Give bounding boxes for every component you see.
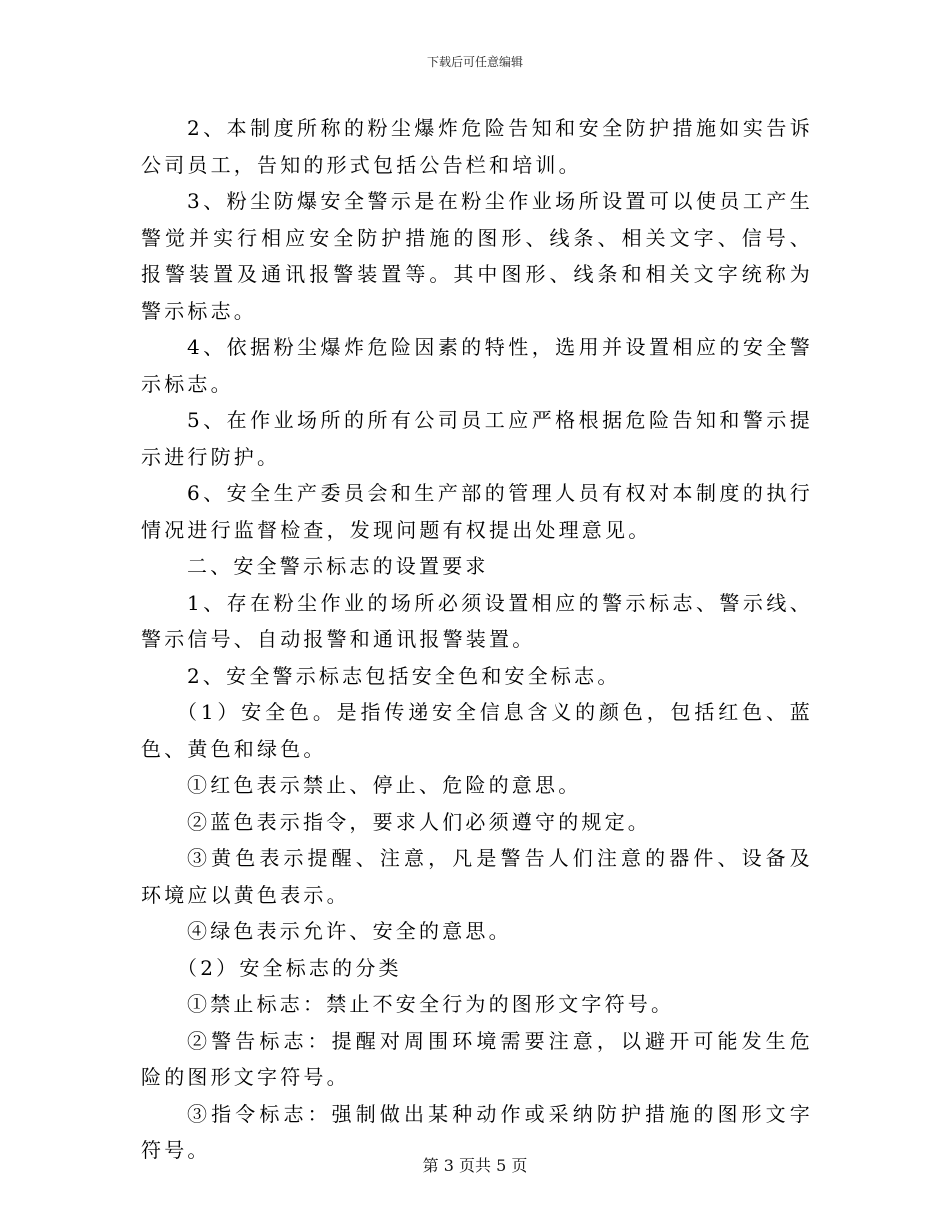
list-item-yellow: ③黄色表示提醒、注意，凡是警告人们注意的器件、设备及环境应以黄色表示。 [141,846,813,907]
paragraph-6: 1、存在粉尘作业的场所必须设置相应的警示标志、警示线、警示信号、自动报警和通讯报警装置。 [141,590,813,651]
paragraph-4: 5、在作业场所的所有公司员工应严格根据危险告知和警示提示进行防护。 [141,408,813,469]
list-item-prohibition: ①禁止标志：禁止不安全行为的图形文字符号。 [187,992,675,1016]
paragraph-2: 3、粉尘防爆安全警示是在粉尘作业场所设置可以使员工产生警觉并实行相应安全防护措施的图形、线条、相关文字、信号、报警装置及通讯报警装置等。其中图形、线条和相关文字统称为警示标志。 [141,189,813,323]
subsection-heading: （2）安全标志的分类 [177,955,402,980]
page-footer: 第 3 页共 5 页 [422,1156,528,1175]
page-header: 下载后可任意编辑 [426,55,523,69]
list-item-blue: ②蓝色表示指令，要求人们必须遵守的规定。 [187,809,651,834]
paragraph-3: 4、依据粉尘爆炸危险因素的特性，选用并设置相应的安全警示标志。 [141,335,813,396]
section-heading: 二、安全警示标志的设置要求 [187,554,489,578]
list-item-warning: ②警告标志：提醒对周围环境需要注意，以避开可能发生危险的图形文字符号。 [141,1028,813,1089]
list-item-mandatory: ③指令标志：强制做出某种动作或采纳防护措施的图形文字符号。 [141,1101,813,1162]
document-body [141,110,813,1169]
paragraph-8: （1）安全色。是指传递安全信息含义的颜色，包括红色、蓝色、黄色和绿色。 [141,700,813,761]
paragraph-5: 6、安全生产委员会和生产部的管理人员有权对本制度的执行情况进行监督检查，发现问题有权提出处理意见。 [141,481,813,542]
paragraph-7: 2、安全警示标志包括安全色和安全标志。 [187,663,621,688]
paragraph-1: 2、本制度所称的粉尘爆炸危险告知和安全防护措施如实告诉公司员工，告知的形式包括公告栏和培训。 [141,116,813,177]
list-item-red: ①红色表示禁止、停止、危险的意思。 [187,773,582,797]
list-item-green: ④绿色表示允许、安全的意思。 [187,919,512,943]
